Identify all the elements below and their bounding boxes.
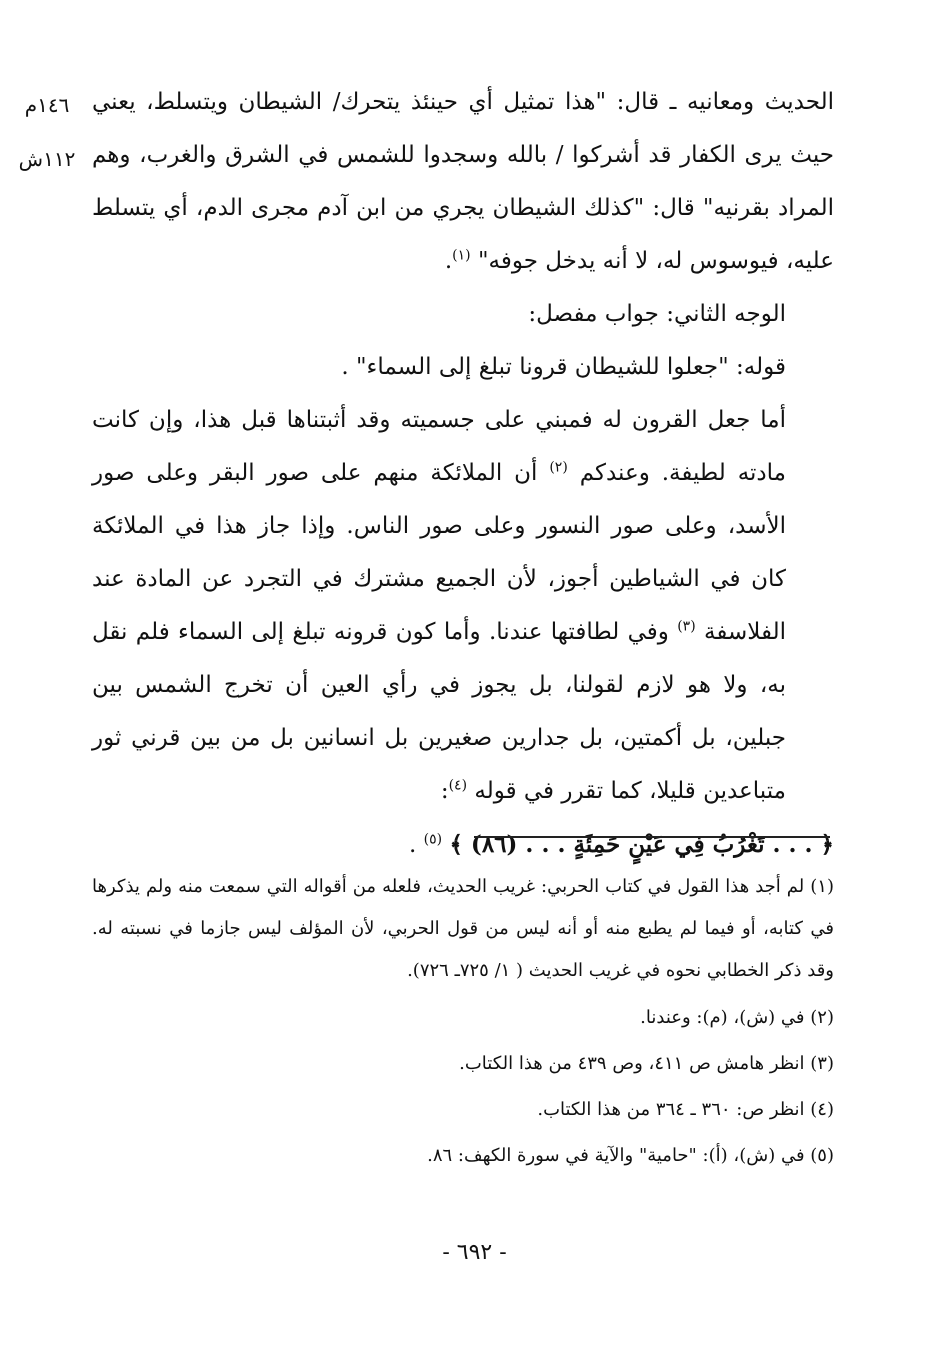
- footnote-separator: [474, 836, 830, 838]
- paragraph-4-text-b: أن الملائكة منهم على صور البقر وعلى صور الأسد، وعلى صور النسور وعلى صور الناس. وإذا جاز هذا في الملائكة كان في الشياطين أجوز، لأن الجميع مشترك في التجرد عن المادة عند الفلاسفة: [92, 460, 786, 645]
- page-number: - ٦٩٢ -: [442, 1240, 507, 1265]
- footnote-4: (٤) انظر ص: ٣٦٠ ـ ٣٦٤ من هذا الكتاب.: [537, 1099, 834, 1120]
- footnote-5: (٥) في (ش)، (أ): "حامية" والآية في سورة الكهف: ٨٦.: [427, 1145, 834, 1166]
- paragraph-4-colon: :: [440, 778, 449, 804]
- quran-verse-end: .: [409, 832, 417, 858]
- paragraph-4-text-c: وفي لطافتها عندنا. وأما كون قرونه تبلغ إلى السماء فلم نقل به، ولا هو لازم لقولنا، بل يجوز في رأي العين أن تخرج الشمس بين جبلين، بل أكمتين، بل جدارين صغيرين بل انسانين بل من بين قرني ثور متباعدين قليلا، كما تقرر في قوله: [92, 619, 786, 804]
- footnote-ref-1[interactable]: (١): [452, 247, 471, 264]
- main-text: [92, 76, 834, 872]
- paragraph-3: قوله: "جعلوا للشيطان قرونا تبلغ إلى السماء" .: [341, 354, 786, 380]
- margin-ref-m: ١٤٦م: [24, 93, 70, 117]
- footnote-ref-4[interactable]: (٤): [448, 777, 468, 794]
- manuscript-margin-references: [12, 78, 82, 186]
- paragraph-1: [92, 76, 834, 288]
- margin-ref-sh: ١١٢ش: [18, 147, 76, 171]
- footnotes: [92, 866, 834, 1176]
- paragraph-2: الوجه الثاني: جواب مفصل:: [528, 301, 786, 327]
- footnote-3: (٣) انظر هامش ص ٤١١، وص ٤٣٩ من هذا الكتاب.: [459, 1053, 834, 1074]
- paragraph-1-text: الحديث ومعانيه ـ قال: "هذا تمثيل أي حينئذ يتحرك/ الشيطان ويتسلط، يعني حيث يرى الكفار قد أشركوا / بالله وسجدوا للشمس في الشرق والغرب، وهم المراد بقرنيه" قال: "كذلك الشيطان يجري من ابن آدم مجرى الدم، أي يتسلط عليه، فيوسوس له، لا أنه يدخل جوفه": [92, 89, 834, 274]
- quran-verse: ﴿ . . . تَغْرُبُ فِي عَيْنٍ حَمِئَةٍ . . . (٨٦) ﴾: [449, 831, 834, 858]
- paragraph-4: [92, 394, 834, 818]
- footnote-2: (٢) في (ش)، (م): وعندنا.: [640, 1007, 834, 1028]
- footnote-ref-3[interactable]: (٣): [677, 618, 696, 635]
- footnote-ref-2[interactable]: (٢): [549, 459, 568, 476]
- quran-verse-line: [92, 818, 834, 872]
- footnote-ref-5[interactable]: (٥): [423, 831, 443, 848]
- paragraph-4-text-a: أما جعل القرون له فمبني على جسميته وقد أثبتناها قبل هذا، وإن كانت مادته لطيفة. وعندكم: [92, 407, 786, 486]
- paragraph-1-end: .: [444, 248, 453, 274]
- footnote-1: (١) لم أجد هذا القول في كتاب الحربي: غريب الحديث، فلعله من أقواله التي سمعت منه ولم يذكرها في كتابه، أو فيما لم يطبع منه أو أنه ليس من قول الحربي، لأن المؤلف ليس جازما في نسبته له. وقد ذكر الخطابي نحوه في غريب الحديث ( ١/ ٧٢٥ـ ٧٢٦).: [92, 876, 834, 981]
